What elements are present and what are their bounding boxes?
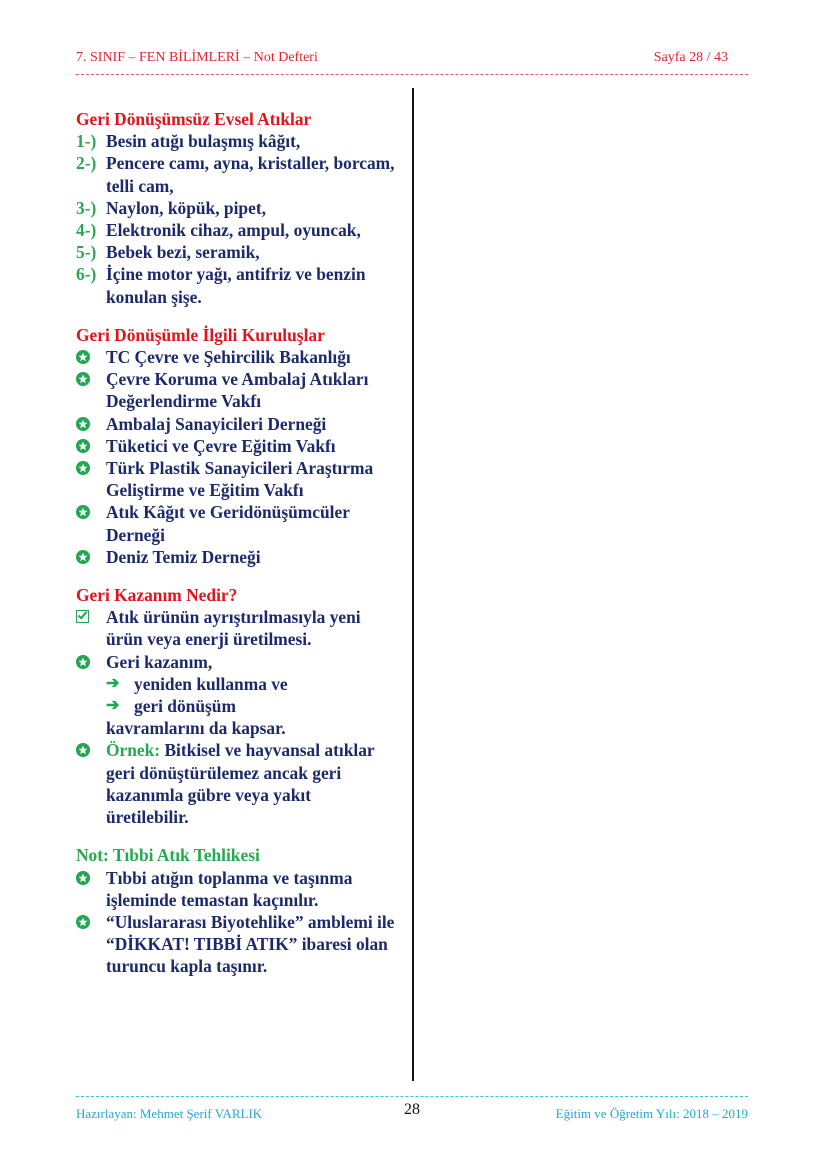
item-text: “Uluslararası Biyotehlike” amblemi ile “DİKKAT! TIBBİ ATIK” ibaresi olan turuncu kapla taşınır. (106, 911, 395, 977)
item-text: Atık Kâğıt ve Geridönüşümcüler Derneği (106, 502, 350, 545)
star-bullet-icon (76, 743, 90, 757)
star-bullet-icon (76, 461, 90, 475)
star-bullet-icon (76, 505, 90, 519)
header-divider (76, 74, 748, 75)
example-item (76, 739, 396, 828)
section-recovery-definition (76, 584, 396, 828)
section-title: Geri Dönüşümsüz Evsel Atıklar (76, 109, 312, 129)
section-recycling-organizations (76, 324, 396, 568)
item-text: Deniz Temiz Derneği (106, 546, 261, 567)
list-item (76, 368, 396, 412)
star-bullet-icon (76, 417, 90, 431)
list-item (76, 219, 396, 241)
item-continuation: kavramlarını da kapsar. (106, 718, 286, 739)
section-non-recyclable-waste (76, 108, 396, 308)
item-text: Bebek bezi, seramik, (106, 242, 260, 263)
column-divider (412, 88, 414, 1081)
list-item (76, 241, 396, 263)
list-item (76, 413, 396, 435)
item-text: Çevre Koruma ve Ambalaj Atıkları Değerlendirme Vakfı (106, 369, 369, 412)
item-number: 4-) (76, 220, 97, 241)
item-text: Geri kazanım, (106, 651, 213, 672)
star-bullet-icon (76, 915, 90, 929)
list-item (76, 435, 396, 457)
definition-text: Atık ürünün ayrıştırılmasıyla yeni ürün veya enerji üretilmesi. (106, 607, 361, 650)
item-text: TC Çevre ve Şehircilik Bakanlığı (106, 347, 351, 368)
item-number: 2-) (76, 153, 97, 174)
item-number: 1-) (76, 131, 97, 152)
item-text: Naylon, köpük, pipet, (106, 197, 266, 218)
star-bullet-icon (76, 550, 90, 564)
page-header (76, 50, 748, 70)
star-bullet-icon (76, 350, 90, 364)
list-item (76, 911, 396, 978)
header-page-label: Sayfa 28 / 43 (653, 50, 728, 65)
footer-page-number: 28 (404, 1101, 420, 1118)
list-item (76, 867, 396, 911)
header-title: 7. SINIF – FEN BİLİMLERİ – Not Defteri (76, 50, 318, 65)
item-text: Tüketici ve Çevre Eğitim Vakfı (106, 435, 336, 456)
page-footer (76, 1103, 748, 1125)
item-text: İçine motor yağı, antifriz ve benzin konulan şişe. (106, 264, 366, 307)
list-item (76, 152, 396, 196)
sub-item (76, 673, 396, 695)
footer-author: Hazırlayan: Mehmet Şerif VARLIK (76, 1106, 263, 1121)
item-text: Tıbbi atığın toplanma ve taşınma işleminde temastan kaçınılır. (106, 867, 353, 910)
list-item (76, 197, 396, 219)
star-bullet-icon (76, 439, 90, 453)
section-title: Geri Dönüşümle İlgili Kuruluşlar (76, 324, 325, 345)
list-item (76, 130, 396, 152)
star-bullet-icon (76, 655, 90, 669)
list-item (76, 546, 396, 568)
star-bullet-icon (76, 871, 90, 885)
list-item (76, 501, 396, 545)
example-text: Bitkisel ve hayvansal atıklar geri dönüştürülemez ancak geri kazanımla gübre veya yakıt üretilebilir. (106, 740, 375, 828)
list-item (76, 651, 396, 673)
footer-school-year: Eğitim ve Öğretim Yılı: 2018 – 2019 (555, 1106, 748, 1121)
item-text: Besin atığı bulaşmış kâğıt, (106, 131, 301, 152)
sub-item-text: geri dönüşüm (134, 696, 236, 717)
list-item (76, 457, 396, 501)
section-medical-waste-note (76, 844, 396, 977)
sub-item-text: yeniden kullanma ve (134, 673, 288, 694)
list-item (76, 263, 396, 307)
sub-item (76, 695, 396, 717)
example-label: Örnek: (106, 740, 161, 761)
star-bullet-icon (76, 372, 90, 386)
footer-divider (76, 1096, 748, 1097)
item-number: 6-) (76, 264, 97, 285)
item-number: 5-) (76, 242, 97, 263)
item-text: Türk Plastik Sanayicileri Araştırma Geliştirme ve Eğitim Vakfı (106, 458, 374, 501)
item-text: Elektronik cihaz, ampul, oyuncak, (106, 220, 361, 241)
section-title: Geri Kazanım Nedir? (76, 585, 238, 606)
definition-item (76, 606, 396, 650)
arrow-right-icon: ➔ (106, 674, 120, 692)
section-title: Not: Tıbbi Atık Tehlikesi (76, 845, 260, 866)
list-item (76, 346, 396, 368)
left-column (76, 108, 396, 994)
item-text: Ambalaj Sanayicileri Derneği (106, 413, 327, 434)
item-text: Pencere camı, ayna, kristaller, borcam, telli cam, (106, 153, 395, 196)
checkbox-bullet-icon (76, 610, 89, 623)
arrow-right-icon: ➔ (106, 697, 120, 715)
item-number: 3-) (76, 197, 97, 218)
